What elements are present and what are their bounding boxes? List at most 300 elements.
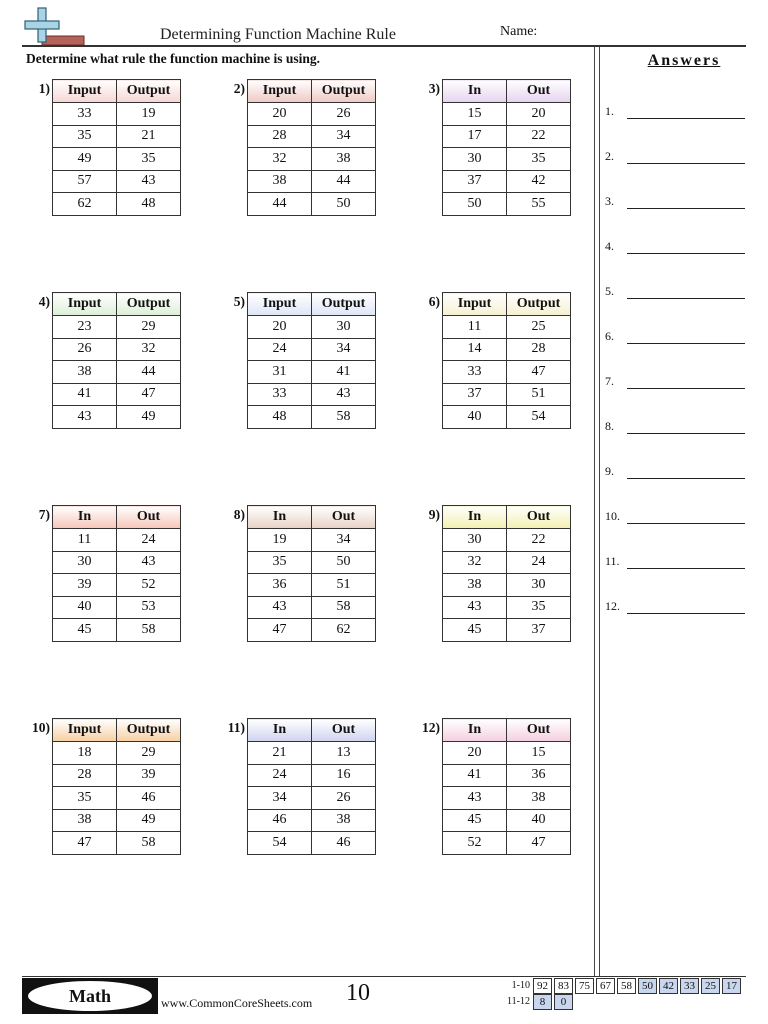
table-row xyxy=(248,764,376,787)
table-row xyxy=(443,148,571,171)
output-cell: 39 xyxy=(117,764,181,787)
table-row xyxy=(443,383,571,406)
output-cell: 40 xyxy=(507,809,571,832)
output-cell: 53 xyxy=(117,596,181,619)
table-header-row xyxy=(443,719,571,742)
table-row xyxy=(53,383,181,406)
output-cell: 44 xyxy=(117,361,181,384)
input-cell: 34 xyxy=(248,787,312,810)
score-cell: 83 xyxy=(554,978,573,994)
table-row xyxy=(443,551,571,574)
answer-row-11 xyxy=(605,554,750,568)
answer-number: 6. xyxy=(605,329,614,343)
table-row xyxy=(443,832,571,855)
score-cell: 0 xyxy=(554,994,573,1010)
table-row xyxy=(248,383,376,406)
input-cell: 44 xyxy=(248,193,312,216)
answer-number: 12. xyxy=(605,599,620,613)
input-cell: 32 xyxy=(443,551,507,574)
answer-number: 3. xyxy=(605,194,614,208)
output-cell: 36 xyxy=(507,764,571,787)
table-row xyxy=(248,596,376,619)
output-cell: 50 xyxy=(312,193,376,216)
output-cell: 50 xyxy=(312,551,376,574)
column-divider xyxy=(594,47,600,977)
input-cell: 40 xyxy=(53,596,117,619)
input-cell: 38 xyxy=(53,361,117,384)
input-cell: 41 xyxy=(443,764,507,787)
answer-blank[interactable] xyxy=(627,208,745,209)
score-row-label: 1-10 xyxy=(511,980,530,991)
table-row xyxy=(443,529,571,552)
table-row xyxy=(53,596,181,619)
table-row xyxy=(248,103,376,126)
score-cell: 75 xyxy=(575,978,594,994)
table-row xyxy=(443,787,571,810)
website-link[interactable]: www.CommonCoreSheets.com xyxy=(161,996,313,1010)
problem-number: 11) xyxy=(227,720,245,735)
input-header: In xyxy=(248,719,312,742)
output-cell: 47 xyxy=(507,832,571,855)
output-header: Output xyxy=(312,293,376,316)
output-cell: 42 xyxy=(507,170,571,193)
answer-row-5 xyxy=(605,284,750,298)
output-cell: 58 xyxy=(312,406,376,429)
output-cell: 46 xyxy=(117,787,181,810)
footer-rule xyxy=(22,976,746,977)
header-rule xyxy=(22,45,746,47)
output-header: Output xyxy=(312,80,376,103)
input-cell: 35 xyxy=(248,551,312,574)
output-cell: 15 xyxy=(507,742,571,765)
answer-row-2 xyxy=(605,149,750,163)
answer-row-8 xyxy=(605,419,750,433)
output-cell: 38 xyxy=(312,148,376,171)
output-cell: 38 xyxy=(312,809,376,832)
problem-number: 2) xyxy=(233,81,245,96)
score-cell: 92 xyxy=(533,978,552,994)
input-cell: 24 xyxy=(248,764,312,787)
problem-number: 9) xyxy=(428,507,440,522)
table-row xyxy=(248,809,376,832)
output-cell: 58 xyxy=(117,619,181,642)
function-table xyxy=(442,718,571,855)
output-cell: 28 xyxy=(507,338,571,361)
output-header: Out xyxy=(312,506,376,529)
table-row xyxy=(443,742,571,765)
table-row xyxy=(53,742,181,765)
output-header: Out xyxy=(507,719,571,742)
input-cell: 33 xyxy=(248,383,312,406)
function-table xyxy=(247,292,376,429)
input-cell: 14 xyxy=(443,338,507,361)
output-header: Out xyxy=(312,719,376,742)
score-cell: 50 xyxy=(638,978,657,994)
problem-number: 1) xyxy=(38,81,50,96)
answer-row-4 xyxy=(605,239,750,253)
table-row xyxy=(248,338,376,361)
table-header-row xyxy=(248,293,376,316)
answer-row-3 xyxy=(605,194,750,208)
table-row xyxy=(53,764,181,787)
output-cell: 20 xyxy=(507,103,571,126)
table-row xyxy=(53,361,181,384)
input-cell: 21 xyxy=(248,742,312,765)
table-row xyxy=(53,338,181,361)
answer-number: 7. xyxy=(605,374,614,388)
output-cell: 49 xyxy=(117,406,181,429)
problem-number: 8) xyxy=(233,507,245,522)
output-cell: 35 xyxy=(507,596,571,619)
function-table xyxy=(247,79,376,216)
input-header: In xyxy=(53,506,117,529)
table-row xyxy=(248,170,376,193)
score-row-label: 11-12 xyxy=(507,996,530,1007)
function-table xyxy=(52,718,181,855)
output-header: Output xyxy=(507,293,571,316)
input-header: In xyxy=(443,719,507,742)
input-cell: 49 xyxy=(53,148,117,171)
input-cell: 47 xyxy=(53,832,117,855)
input-cell: 37 xyxy=(443,170,507,193)
output-cell: 24 xyxy=(117,529,181,552)
table-row xyxy=(443,193,571,216)
answer-blank[interactable] xyxy=(627,478,745,479)
function-table xyxy=(442,292,571,429)
input-cell: 11 xyxy=(53,529,117,552)
output-cell: 34 xyxy=(312,338,376,361)
output-cell: 47 xyxy=(507,361,571,384)
input-cell: 50 xyxy=(443,193,507,216)
output-header: Out xyxy=(507,506,571,529)
table-header-row xyxy=(248,719,376,742)
input-cell: 38 xyxy=(53,809,117,832)
output-cell: 21 xyxy=(117,125,181,148)
input-header: Input xyxy=(53,719,117,742)
score-cell: 25 xyxy=(701,978,720,994)
input-cell: 15 xyxy=(443,103,507,126)
answer-blank[interactable] xyxy=(627,118,745,119)
output-header: Out xyxy=(117,506,181,529)
input-cell: 19 xyxy=(248,529,312,552)
table-row xyxy=(443,103,571,126)
output-cell: 34 xyxy=(312,125,376,148)
table-header-row xyxy=(443,293,571,316)
score-cell: 8 xyxy=(533,994,552,1010)
output-cell: 48 xyxy=(117,193,181,216)
answer-row-6 xyxy=(605,329,750,343)
table-header-row xyxy=(53,80,181,103)
table-header-row xyxy=(248,506,376,529)
output-cell: 22 xyxy=(507,529,571,552)
function-table xyxy=(247,505,376,642)
answer-number: 11. xyxy=(605,554,620,568)
output-cell: 49 xyxy=(117,809,181,832)
output-cell: 51 xyxy=(507,383,571,406)
table-row xyxy=(443,406,571,429)
table-row xyxy=(443,619,571,642)
input-cell: 62 xyxy=(53,193,117,216)
input-cell: 43 xyxy=(248,596,312,619)
input-cell: 30 xyxy=(443,148,507,171)
output-cell: 35 xyxy=(507,148,571,171)
input-header: Input xyxy=(53,80,117,103)
answer-row-7 xyxy=(605,374,750,388)
table-row xyxy=(248,619,376,642)
answer-blank[interactable] xyxy=(627,433,745,434)
answer-row-1 xyxy=(605,104,750,118)
score-cell: 67 xyxy=(596,978,615,994)
table-row xyxy=(443,170,571,193)
output-cell: 52 xyxy=(117,574,181,597)
input-cell: 47 xyxy=(248,619,312,642)
output-header: Output xyxy=(117,719,181,742)
table-row xyxy=(248,832,376,855)
input-cell: 28 xyxy=(248,125,312,148)
table-row xyxy=(443,596,571,619)
table-row xyxy=(443,361,571,384)
output-cell: 41 xyxy=(312,361,376,384)
input-header: Input xyxy=(248,293,312,316)
input-cell: 35 xyxy=(53,125,117,148)
function-table xyxy=(52,79,181,216)
function-table xyxy=(442,505,571,642)
table-row xyxy=(248,787,376,810)
input-cell: 46 xyxy=(248,809,312,832)
output-cell: 16 xyxy=(312,764,376,787)
table-row xyxy=(248,574,376,597)
input-header: In xyxy=(248,506,312,529)
table-row xyxy=(53,125,181,148)
input-cell: 37 xyxy=(443,383,507,406)
input-header: Input xyxy=(443,293,507,316)
output-cell: 29 xyxy=(117,316,181,339)
output-header: Output xyxy=(117,293,181,316)
table-row xyxy=(443,574,571,597)
output-cell: 30 xyxy=(312,316,376,339)
output-cell: 47 xyxy=(117,383,181,406)
output-cell: 38 xyxy=(507,787,571,810)
table-row xyxy=(53,529,181,552)
input-header: Input xyxy=(53,293,117,316)
table-row xyxy=(248,551,376,574)
output-cell: 55 xyxy=(507,193,571,216)
math-badge xyxy=(22,978,158,1014)
input-cell: 30 xyxy=(53,551,117,574)
table-header-row xyxy=(443,80,571,103)
input-cell: 48 xyxy=(248,406,312,429)
problem-number: 7) xyxy=(38,507,50,522)
answer-blank[interactable] xyxy=(627,163,745,164)
table-header-row xyxy=(443,506,571,529)
answer-blank[interactable] xyxy=(627,523,745,524)
output-cell: 51 xyxy=(312,574,376,597)
input-cell: 45 xyxy=(443,809,507,832)
output-cell: 58 xyxy=(117,832,181,855)
input-cell: 35 xyxy=(53,787,117,810)
input-header: In xyxy=(443,506,507,529)
table-header-row xyxy=(53,293,181,316)
answer-row-9 xyxy=(605,464,750,478)
table-row xyxy=(53,832,181,855)
table-row xyxy=(248,316,376,339)
score-cell: 17 xyxy=(722,978,741,994)
answer-blank[interactable] xyxy=(627,253,745,254)
output-cell: 46 xyxy=(312,832,376,855)
input-cell: 31 xyxy=(248,361,312,384)
input-cell: 57 xyxy=(53,170,117,193)
answer-row-10 xyxy=(605,509,750,523)
problem-number: 3) xyxy=(428,81,440,96)
table-row xyxy=(53,574,181,597)
answer-number: 10. xyxy=(605,509,620,523)
table-row xyxy=(443,316,571,339)
output-cell: 37 xyxy=(507,619,571,642)
name-label: Name: xyxy=(500,24,538,39)
input-cell: 11 xyxy=(443,316,507,339)
input-cell: 40 xyxy=(443,406,507,429)
output-cell: 35 xyxy=(117,148,181,171)
output-cell: 24 xyxy=(507,551,571,574)
table-row xyxy=(443,764,571,787)
table-row xyxy=(53,619,181,642)
answer-blank[interactable] xyxy=(627,298,745,299)
input-cell: 20 xyxy=(443,742,507,765)
output-cell: 19 xyxy=(117,103,181,126)
answer-blank[interactable] xyxy=(627,613,745,614)
output-cell: 62 xyxy=(312,619,376,642)
table-row xyxy=(53,787,181,810)
plus-logo-icon xyxy=(22,6,86,46)
table-header-row xyxy=(53,719,181,742)
problem-number: 10) xyxy=(32,720,50,735)
output-cell: 43 xyxy=(117,551,181,574)
input-cell: 33 xyxy=(53,103,117,126)
table-row xyxy=(53,193,181,216)
output-cell: 44 xyxy=(312,170,376,193)
output-cell: 25 xyxy=(507,316,571,339)
table-row xyxy=(443,809,571,832)
output-cell: 22 xyxy=(507,125,571,148)
table-row xyxy=(248,529,376,552)
problem-number: 5) xyxy=(233,294,245,309)
input-cell: 28 xyxy=(53,764,117,787)
table-row xyxy=(53,406,181,429)
score-cell: 42 xyxy=(659,978,678,994)
table-row xyxy=(53,170,181,193)
input-cell: 20 xyxy=(248,103,312,126)
table-row xyxy=(53,809,181,832)
table-row xyxy=(53,103,181,126)
table-row xyxy=(248,742,376,765)
function-table xyxy=(442,79,571,216)
output-header: Out xyxy=(507,80,571,103)
function-table xyxy=(52,292,181,429)
input-cell: 20 xyxy=(248,316,312,339)
input-header: Input xyxy=(248,80,312,103)
output-cell: 43 xyxy=(117,170,181,193)
output-cell: 26 xyxy=(312,787,376,810)
input-cell: 33 xyxy=(443,361,507,384)
output-cell: 13 xyxy=(312,742,376,765)
answer-number: 4. xyxy=(605,239,614,253)
table-row xyxy=(53,316,181,339)
input-cell: 24 xyxy=(248,338,312,361)
table-row xyxy=(443,338,571,361)
answers-title: Answers xyxy=(647,52,721,69)
page-number: 10 xyxy=(346,980,370,1006)
page-title: Determining Function Machine Rule xyxy=(160,26,396,43)
output-cell: 29 xyxy=(117,742,181,765)
problem-number: 12) xyxy=(422,720,440,735)
input-cell: 41 xyxy=(53,383,117,406)
answer-number: 2. xyxy=(605,149,614,163)
table-row xyxy=(53,551,181,574)
table-row xyxy=(248,193,376,216)
table-row xyxy=(248,125,376,148)
answer-blank[interactable] xyxy=(627,343,745,344)
table-row xyxy=(443,125,571,148)
output-header: Output xyxy=(117,80,181,103)
score-cell: 58 xyxy=(617,978,636,994)
answer-number: 1. xyxy=(605,104,614,118)
table-row xyxy=(248,361,376,384)
input-cell: 45 xyxy=(443,619,507,642)
answer-row-12 xyxy=(605,599,750,613)
output-cell: 30 xyxy=(507,574,571,597)
input-cell: 18 xyxy=(53,742,117,765)
output-cell: 34 xyxy=(312,529,376,552)
answer-number: 9. xyxy=(605,464,614,478)
input-cell: 43 xyxy=(443,596,507,619)
function-table xyxy=(247,718,376,855)
input-cell: 26 xyxy=(53,338,117,361)
input-cell: 38 xyxy=(443,574,507,597)
answer-number: 8. xyxy=(605,419,614,433)
output-cell: 58 xyxy=(312,596,376,619)
instructions: Determine what rule the function machine is using. xyxy=(26,51,320,66)
output-cell: 54 xyxy=(507,406,571,429)
problem-number: 6) xyxy=(428,294,440,309)
input-cell: 54 xyxy=(248,832,312,855)
answer-blank[interactable] xyxy=(627,388,745,389)
table-row xyxy=(53,148,181,171)
input-cell: 39 xyxy=(53,574,117,597)
answer-number: 5. xyxy=(605,284,614,298)
input-cell: 17 xyxy=(443,125,507,148)
input-cell: 38 xyxy=(248,170,312,193)
problem-number: 4) xyxy=(38,294,50,309)
output-cell: 32 xyxy=(117,338,181,361)
input-cell: 36 xyxy=(248,574,312,597)
input-cell: 43 xyxy=(53,406,117,429)
answer-blank[interactable] xyxy=(627,568,745,569)
input-cell: 45 xyxy=(53,619,117,642)
table-row xyxy=(248,406,376,429)
output-cell: 26 xyxy=(312,103,376,126)
input-cell: 23 xyxy=(53,316,117,339)
input-cell: 43 xyxy=(443,787,507,810)
table-header-row xyxy=(248,80,376,103)
input-header: In xyxy=(443,80,507,103)
input-cell: 52 xyxy=(443,832,507,855)
function-table xyxy=(52,505,181,642)
output-cell: 43 xyxy=(312,383,376,406)
table-row xyxy=(248,148,376,171)
table-header-row xyxy=(53,506,181,529)
math-badge-label: Math xyxy=(28,981,152,1011)
input-cell: 30 xyxy=(443,529,507,552)
